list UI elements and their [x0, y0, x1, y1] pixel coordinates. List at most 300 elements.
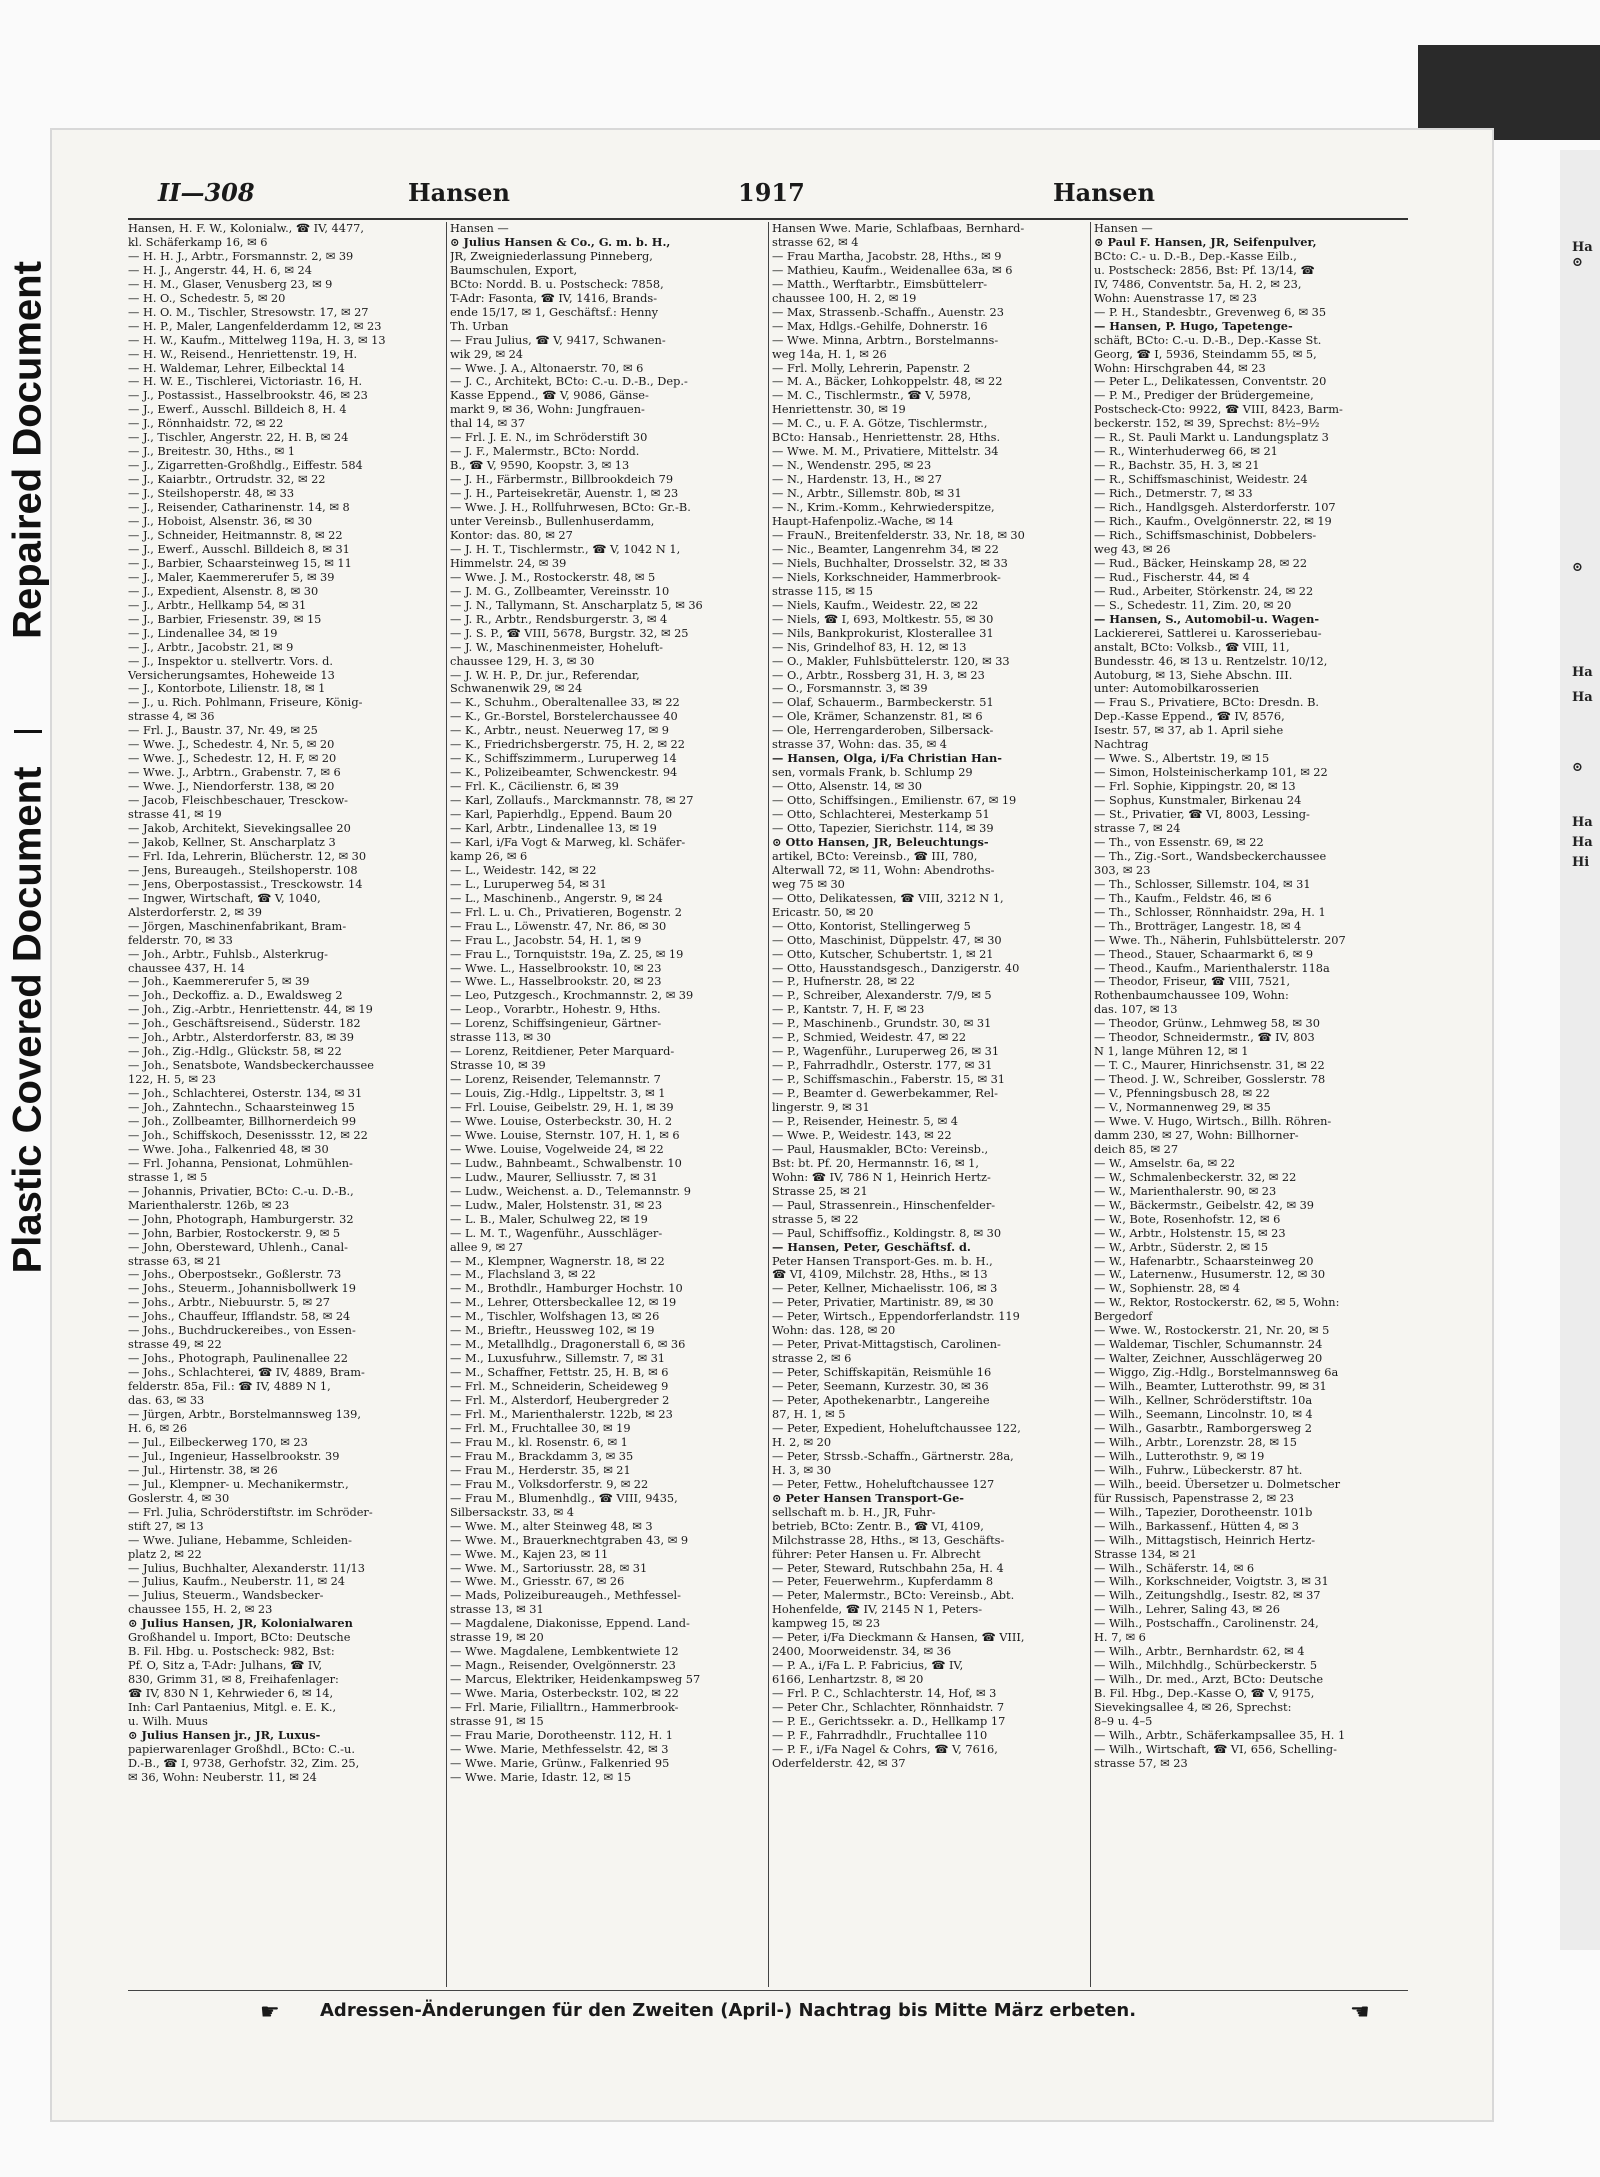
directory-entry-line: — H. P., Maler, Langenfelderdamm 12, ✉ 23 [128, 319, 382, 333]
page-number: II—308 [158, 178, 255, 207]
header-right-keyword: Hansen [1053, 178, 1155, 207]
directory-entry-line: — Karl, i/Fa Vogt & Marweg, kl. Schäfer- [450, 835, 686, 849]
directory-entry-line: — Johs., Oberpostsekr., Goßlerstr. 73 [128, 1268, 342, 1282]
directory-entry-line: — Joh., Zig.-Arbtr., Henriettenstr. 44, ✉ 19 [128, 1003, 373, 1017]
directory-entry-line: ☎ VI, 4109, Milchstr. 28, Hths., ✉ 13 [772, 1268, 988, 1282]
directory-entry-line: lingerstr. 9, ✉ 31 [772, 1101, 870, 1115]
directory-entry-line: — J. M. G., Zollbeamter, Vereinsstr. 10 [450, 584, 670, 598]
directory-entry-line: — Rich., Schiffsmaschinist, Dobbelers- [1094, 528, 1317, 542]
directory-entry-line: — J., Lindenallee 34, ✉ 19 [128, 626, 278, 640]
directory-entry-line: — Ole, Herrengarderoben, Silbersack- [772, 724, 994, 738]
directory-entry-line: — Wwe. Juliane, Hebamme, Schleiden- [128, 1533, 352, 1547]
directory-entry-line: Wohn: das. 128, ✉ 20 [772, 1324, 896, 1338]
directory-entry-line: ende 15/17, ✉ 1, Geschäftsf.: Henny [450, 305, 659, 319]
directory-entry-line: H. 3, ✉ 30 [772, 1463, 832, 1477]
directory-entry-line: — Niels, Kaufm., Weidestr. 22, ✉ 22 [772, 598, 979, 612]
directory-entry-line: strasse 49, ✉ 22 [128, 1338, 222, 1352]
directory-entry-line: Baumschulen, Export, [450, 263, 578, 277]
directory-entry-line: Versicherungsamtes, Hoheweide 13 [128, 668, 335, 682]
directory-entry-line: — J., Barbier, Schaarsteinweg 15, ✉ 11 [128, 556, 352, 570]
directory-entry-line: — Wilh., beeid. Übersetzer u. Dolmetscher [1094, 1477, 1341, 1491]
directory-entry-line: Dep.-Kasse Eppend., ☎ IV, 8576, [1094, 710, 1285, 724]
directory-entry-line: 6166, Lenhartzstr. 8, ✉ 20 [772, 1673, 924, 1687]
directory-entry-line: kl. Schäferkamp 16, ✉ 6 [128, 235, 268, 249]
directory-entry-line: — Frau Julius, ☎ V, 9417, Schwanen- [450, 333, 666, 347]
directory-entry-line: wik 29, ✉ 24 [450, 347, 524, 361]
directory-entry-line: — P. E., Gerichtssekr. a. D., Hellkamp 17 [772, 1714, 1006, 1728]
directory-entry-line: Georg, ☎ I, 5936, Steindamm 55, ✉ 5, [1094, 347, 1317, 361]
directory-entry-line: — Ludw., Maurer, Selliusstr. 7, ✉ 31 [450, 1170, 658, 1184]
directory-entry-line: Himmelstr. 24, ✉ 39 [450, 556, 567, 570]
directory-entry-line: — Frl. K., Cäcilienstr. 6, ✉ 39 [450, 780, 619, 794]
adjacent-page-mark: ⊙ [1572, 560, 1583, 575]
directory-entry-line: — Peter, Seemann, Kurzestr. 30, ✉ 36 [772, 1380, 989, 1394]
directory-entry-line: — Niels, Buchhalter, Drosselstr. 32, ✉ 33 [772, 556, 1008, 570]
directory-entry-line: — Jakob, Kellner, St. Anscharplatz 3 [128, 835, 336, 849]
directory-entry-line: — J. H., Färbermstr., Billbrookdeich 79 [450, 473, 674, 487]
directory-entry-line: — M., Flachsland 3, ✉ 22 [450, 1268, 596, 1282]
directory-entry-line: 8–9 u. 4–5 [1094, 1714, 1153, 1728]
directory-entry-line: — N., Arbtr., Sillemstr. 80b, ✉ 31 [772, 487, 962, 501]
directory-entry-line: strasse 115, ✉ 15 [772, 584, 873, 598]
directory-entry-line: B. Fil. Hbg. u. Postscheck: 982, Bst: [128, 1645, 335, 1659]
directory-entry-line: — Peter Chr., Schlachter, Rönnhaidstr. 7 [772, 1701, 1005, 1715]
directory-entry-line: — Wwe. J., Niendorferstr. 138, ✉ 20 [128, 780, 335, 794]
adjacent-page-mark: Ha [1572, 815, 1593, 830]
directory-entry-line: — M., Luxusfuhrw., Sillemstr. 7, ✉ 31 [450, 1352, 666, 1366]
directory-entry-line: strasse 2, ✉ 6 [772, 1352, 852, 1366]
directory-entry-line: — Lorenz, Reisender, Telemannstr. 7 [450, 1073, 661, 1087]
directory-entry-line: — H. Waldemar, Lehrer, Eilbecktal 14 [128, 361, 345, 375]
directory-entry-line: — Joh., Schlachterei, Osterstr. 134, ✉ 31 [128, 1087, 363, 1101]
directory-entry-line: Nachtrag [1094, 738, 1149, 752]
directory-entry-line: — Wwe. M., Sartoriusstr. 28, ✉ 31 [450, 1561, 648, 1575]
directory-entry-line: markt 9, ✉ 36, Wohn: Jungfrauen- [450, 403, 645, 417]
directory-entry-line: — H. J., Angerstr. 44, H. 6, ✉ 24 [128, 263, 312, 277]
directory-entry-line: — W., Bote, Rosenhofstr. 12, ✉ 6 [1094, 1212, 1281, 1226]
directory-entry-line: — J. F., Malermstr., BCto: Nordd. [450, 445, 640, 459]
directory-entry-line: — V., Normannenweg 29, ✉ 35 [1094, 1101, 1271, 1115]
directory-entry-line: — H. M., Glaser, Venusberg 23, ✉ 9 [128, 277, 333, 291]
directory-entry-line: Alsterdorferstr. 2, ✉ 39 [128, 905, 262, 919]
directory-entry-line: — Rud., Arbeiter, Störkenstr. 24, ✉ 22 [1094, 584, 1314, 598]
directory-entry-line: Rothenbaumchaussee 109, Wohn: [1094, 989, 1289, 1003]
directory-entry-line: — Wwe. Louise, Vogelweide 24, ✉ 22 [450, 1142, 664, 1156]
directory-entry-line: — Peter, Steward, Rutschbahn 25a, H. 4 [772, 1561, 1004, 1575]
directory-entry-line: — P., Hufnerstr. 28, ✉ 22 [772, 975, 915, 989]
footer-rule [128, 1990, 1408, 1991]
directory-entry-line: — Frau Marie, Dorotheenstr. 112, H. 1 [450, 1728, 673, 1742]
directory-entry-line: kamp 26, ✉ 6 [450, 849, 528, 863]
directory-entry-line: Schwanenwik 29, ✉ 24 [450, 682, 583, 696]
directory-entry-line: — Wwe. Marie, Idastr. 12, ✉ 15 [450, 1770, 632, 1784]
directory-entry-line: — Frl. Ida, Lehrerin, Blücherstr. 12, ✉ 30 [128, 849, 367, 863]
directory-entry-line: Bst: bt. Pf. 20, Hermannstr. 16, ✉ 1, [772, 1156, 979, 1170]
directory-entry-line: — Otto, Schiffsingen., Emilienstr. 67, ✉ 19 [772, 794, 1017, 808]
directory-entry-line: — Wwe. Louise, Osterbeckstr. 30, H. 2 [450, 1115, 673, 1128]
directory-entry-line: — Peter, Schiffskapitän, Reismühle 16 [772, 1366, 992, 1380]
directory-entry-line: u. Wilh. Muus [128, 1714, 208, 1728]
directory-entry-line: — M., Schaffner, Fettstr. 25, H. B, ✉ 6 [450, 1366, 669, 1380]
directory-entry-line: BCto: C.- u. D.-B., Dep.-Kasse Eilb., [1094, 249, 1297, 263]
directory-entry-line: — Wilh., Seemann, Lincolnstr. 10, ✉ 4 [1094, 1408, 1313, 1422]
directory-entry-line: — P., Reisender, Heinestr. 5, ✉ 4 [772, 1115, 958, 1128]
directory-entry-line: — Rich., Handlgsgeh. Alsterdorferstr. 107 [1094, 501, 1336, 515]
directory-entry-line: allee 9, ✉ 27 [450, 1240, 524, 1254]
directory-entry-line: — Wilh., Postschaffn., Carolinenstr. 24, [1094, 1617, 1319, 1631]
header-rule [128, 218, 1408, 220]
directory-entry-line: — Jacob, Fleischbeschauer, Tresckow- [128, 794, 348, 808]
directory-entry-line: — Otto, Tapezier, Sierichstr. 114, ✉ 39 [772, 821, 994, 835]
directory-entry-line: N 1, lange Mühren 12, ✉ 1 [1094, 1045, 1249, 1059]
adjacent-page-mark: Ha [1572, 690, 1593, 705]
directory-entry-line: — M., Metallhdlg., Dragonerstall 6, ✉ 36 [450, 1338, 686, 1352]
directory-entry-line: T-Adr: Fasonta, ☎ IV, 1416, Brands- [450, 291, 658, 305]
directory-entry-line: — J., Rönnhaidstr. 72, ✉ 22 [128, 417, 284, 431]
directory-entry-line: — Hansen, Peter, Geschäftsf. d. [772, 1240, 971, 1254]
directory-entry-line: — W., Bäckermstr., Geibelstr. 42, ✉ 39 [1094, 1198, 1314, 1212]
directory-entry-line: — O., Arbtr., Rossberg 31, H. 3, ✉ 23 [772, 668, 985, 682]
footer-notice: Adressen-Änderungen für den Zweiten (April-) Nachtrag bis Mitte März erbeten. [320, 2000, 1137, 2021]
directory-entry-line: — J., Postassist., Hasselbrookstr. 46, ✉ 23 [128, 389, 368, 403]
directory-entry-line: — Frl. Sophie, Kippingstr. 20, ✉ 13 [1094, 780, 1296, 794]
directory-entry-line: — Otto, Kontorist, Stellingerweg 5 [772, 919, 971, 933]
directory-entry-line: — Frl. Julia, Schröderstiftstr. im Schröder- [128, 1505, 373, 1519]
directory-entry-line: 87, H. 1, ✉ 5 [772, 1408, 846, 1422]
directory-entry-line: — Rud., Fischerstr. 44, ✉ 4 [1094, 570, 1250, 584]
directory-entry-line: — Wwe. W., Rostockerstr. 21, Nr. 20, ✉ 5 [1094, 1324, 1330, 1338]
directory-entry-line: — Wilh., Kellner, Schröderstiftstr. 10a [1094, 1394, 1313, 1408]
directory-entry-line: H. 7, ✉ 6 [1094, 1631, 1146, 1645]
directory-entry-line: — Th., Schlosser, Rönnhaidstr. 29a, H. 1 [1094, 905, 1326, 919]
directory-entry-line: schäft, BCto: C.-u. D.-B., Dep.-Kasse St. [1094, 333, 1322, 347]
directory-entry-line: — P., Maschinenb., Grundstr. 30, ✉ 31 [772, 1017, 992, 1031]
directory-entry-line: — M. A., Bäcker, Lohkoppelstr. 48, ✉ 22 [772, 375, 1003, 389]
directory-entry-line: — Johannis, Privatier, BCto: C.-u. D.-B., [128, 1184, 354, 1198]
directory-entry-line: — John, Obersteward, Uhlenh., Canal- [128, 1240, 348, 1254]
directory-entry-line: — Theodor, Friseur, ☎ VIII, 7521, [1094, 975, 1291, 989]
directory-entry-line: — Wwe. J., Schedestr. 12, H. F, ✉ 20 [128, 752, 337, 766]
directory-entry-line: — Wwe. J. A., Altonaerstr. 70, ✉ 6 [450, 361, 644, 375]
directory-entry-line: Bergedorf [1094, 1310, 1153, 1324]
directory-entry-line: Autoburg, ✉ 13, Siehe Abschn. III. [1094, 668, 1293, 682]
directory-entry-line: artikel, BCto: Vereinsb., ☎ III, 780, [772, 849, 978, 863]
directory-entry-line: — Peter, Privat-Mittagstisch, Carolinen- [772, 1338, 1001, 1352]
directory-entry-line: — M. C., Tischlermstr., ☎ V, 5978, [772, 389, 972, 403]
directory-entry-line: — Jul., Klempner- u. Mechanikermstr., [128, 1477, 349, 1491]
directory-entry-line: — Frau M., Blumenhdlg., ☎ VIII, 9435, [450, 1491, 678, 1505]
directory-entry-line: — J. W., Maschinenmeister, Hoheluft- [450, 640, 663, 654]
directory-entry-line: strasse 63, ✉ 21 [128, 1254, 222, 1268]
directory-entry-line: — Wilh., Korkschneider, Voigtstr. 3, ✉ 31 [1094, 1575, 1329, 1589]
directory-entry-line: — Jens, Bureaugeh., Steilshoperstr. 108 [128, 863, 358, 877]
directory-entry-line: — Peter, Expedient, Hoheluftchaussee 122, [772, 1421, 1021, 1435]
pointing-hand-icon: ☛ [260, 2000, 280, 2025]
directory-entry-line: — Otto, Delikatessen, ☎ VIII, 3212 N 1, [772, 891, 1004, 905]
directory-entry-line: 122, H. 5, ✉ 23 [128, 1073, 216, 1087]
directory-entry-line: — Wwe. P., Weidestr. 143, ✉ 22 [772, 1128, 952, 1142]
column-3 [772, 222, 1085, 1987]
directory-entry-line: Ericastr. 50, ✉ 20 [772, 905, 874, 919]
directory-entry-line: — Theodor, Grünw., Lehmweg 58, ✉ 30 [1094, 1017, 1320, 1031]
directory-entry-line: — W., Amselstr. 6a, ✉ 22 [1094, 1156, 1236, 1170]
directory-entry-line: — Ole, Krämer, Schanzenstr. 81, ✉ 6 [772, 710, 983, 724]
directory-entry-line: — Johs., Schlachterei, ☎ IV, 4889, Bram- [128, 1366, 365, 1380]
directory-entry-line: strasse 62, ✉ 4 [772, 235, 859, 249]
directory-entry-line: das. 63, ✉ 33 [128, 1394, 205, 1408]
directory-entry-line: Großhandel u. Import, BCto: Deutsche [128, 1631, 351, 1645]
directory-entry-line: — Peter, Apothekenarbtr., Langereihe [772, 1394, 990, 1408]
directory-entry-line: — J., Expedient, Alsenstr. 8, ✉ 30 [128, 584, 319, 598]
directory-entry-line: — Joh., Schiffskoch, Desenissstr. 12, ✉ 22 [128, 1128, 368, 1142]
directory-entry-line: — S., Schedestr. 11, Zim. 20, ✉ 20 [1094, 598, 1292, 612]
directory-entry-line: — Johs., Chauffeur, Ifflandstr. 58, ✉ 24 [128, 1310, 351, 1324]
directory-entry-line: Alterwall 72, ✉ 11, Wohn: Abendroths- [772, 863, 995, 877]
directory-entry-line: — P., Schiffsmaschin., Faberstr. 15, ✉ 31 [772, 1073, 1006, 1087]
directory-entry-line: — W., Arbtr., Holstenstr. 15, ✉ 23 [1094, 1226, 1286, 1240]
directory-entry-line: — Olaf, Schauerm., Barmbeckerstr. 51 [772, 696, 994, 710]
page-header [158, 178, 1403, 218]
directory-entry-line: — Frau M., Volksdorferstr. 9, ✉ 22 [450, 1477, 649, 1491]
directory-entry-line: — J. H., Parteisekretär, Auenstr. 1, ✉ 23 [450, 487, 679, 501]
directory-entry-line: ⊙ Julius Hansen & Co., G. m. b. H., [450, 235, 671, 249]
directory-entry-line: — J., Barbier, Friesenstr. 39, ✉ 15 [128, 612, 322, 626]
directory-entry-line: — Wilh., Schäferstr. 14, ✉ 6 [1094, 1561, 1255, 1575]
directory-entry-line: — L., Maschinenb., Angerstr. 9, ✉ 24 [450, 891, 663, 905]
directory-entry-line: Goslerstr. 4, ✉ 30 [128, 1491, 230, 1505]
directory-entry-line: ⊙ Julius Hansen, JR, Kolonialwaren [128, 1617, 353, 1631]
directory-entry-line: — Peter, Strssb.-Schaffn., Gärtnerstr. 28a, [772, 1449, 1014, 1463]
directory-entry-line: — Wwe. Maria, Osterbeckstr. 102, ✉ 22 [450, 1687, 679, 1701]
directory-entry-line: weg 43, ✉ 26 [1094, 542, 1171, 556]
directory-entry-line: — W., Hafenarbtr., Schaarsteinweg 20 [1094, 1254, 1314, 1268]
directory-entry-line: — Joh., Kaemmererufer 5, ✉ 39 [128, 975, 310, 989]
page-footer [260, 2000, 1380, 2030]
directory-entry-line: — Frl. M., Marienthalerstr. 122b, ✉ 23 [450, 1408, 673, 1422]
directory-entry-line: — H. W., Kaufm., Mittelweg 119a, H. 3, ✉ 13 [128, 333, 386, 347]
directory-entry-line: Milchstrasse 28, Hths., ✉ 13, Geschäfts- [772, 1533, 1005, 1547]
directory-entry-line: Haupt-Hafenpoliz.-Wache, ✉ 14 [772, 515, 954, 529]
column-divider [768, 222, 769, 1987]
directory-entry-line: — Frau M., kl. Rosenstr. 6, ✉ 1 [450, 1435, 628, 1449]
directory-entry-line: chaussee 100, H. 2, ✉ 19 [772, 291, 917, 305]
pointing-hand-icon: ☚ [1350, 2000, 1370, 2025]
directory-entry-line: strasse 13, ✉ 31 [450, 1603, 544, 1617]
directory-entry-line: — M., Klempner, Wagnerstr. 18, ✉ 22 [450, 1254, 665, 1268]
directory-entry-line: — P. F., i/Fa Nagel & Cohrs, ☎ V, 7616, [772, 1742, 998, 1756]
directory-entry-line: — M., Lehrer, Ottersbeckallee 12, ✉ 19 [450, 1296, 677, 1310]
directory-entry-line: — Frl. Louise, Geibelstr. 29, H. 1, ✉ 39 [450, 1101, 674, 1115]
directory-entry-line: — Johs., Photograph, Paulinenallee 22 [128, 1352, 348, 1366]
directory-entry-line: — Peter, Fettw., Hoheluftchaussee 127 [772, 1477, 995, 1491]
directory-entry-line: damm 230, ✉ 27, Wohn: Billhorner- [1094, 1128, 1299, 1142]
directory-entry-line: Wohn: Auenstrasse 17, ✉ 23 [1094, 291, 1257, 305]
directory-entry-line: Hohenfelde, ☎ IV, 2145 N 1, Peters- [772, 1603, 983, 1617]
directory-entry-line: — Wilh., Dr. med., Arzt, BCto: Deutsche [1094, 1673, 1324, 1687]
directory-entry-line: — Joh., Zahntechn., Schaarsteinweg 15 [128, 1101, 355, 1115]
directory-entry-line: Wohn: ☎ IV, 786 N 1, Heinrich Hertz- [772, 1170, 991, 1184]
directory-entry-line: führer: Peter Hansen u. Fr. Albrecht [772, 1547, 981, 1561]
directory-entry-line: — Wilh., Mittagstisch, Heinrich Hertz- [1094, 1533, 1316, 1547]
directory-entry-line: stift 27, ✉ 13 [128, 1519, 204, 1533]
directory-entry-line: — Ludw., Weichenst. a. D., Telemannstr. 9 [450, 1184, 691, 1198]
directory-entry-line: — Mathieu, Kaufm., Weidenallee 63a, ✉ 6 [772, 263, 1013, 277]
directory-entry-line: — Wwe. J. M., Rostockerstr. 48, ✉ 5 [450, 570, 656, 584]
directory-entry-line: — John, Photograph, Hamburgerstr. 32 [128, 1212, 354, 1226]
directory-entry-line: — Joh., Zig.-Hdlg., Glückstr. 58, ✉ 22 [128, 1045, 342, 1059]
directory-entry-line: — Jul., Eilbeckerweg 170, ✉ 23 [128, 1435, 308, 1449]
directory-entry-line: — J., u. Rich. Pohlmann, Friseure, König- [128, 696, 363, 710]
directory-entry-line: — P. M., Prediger der Brüdergemeine, [1094, 389, 1314, 403]
directory-entry-line: — Frau L., Löwenstr. 47, Nr. 86, ✉ 30 [450, 919, 667, 933]
directory-entry-line: — K., Schuhm., Oberaltenallee 33, ✉ 22 [450, 696, 680, 710]
side-label-divider [14, 730, 42, 733]
directory-entry-line: thal 14, ✉ 37 [450, 417, 526, 431]
directory-entry-line: — J., Breitestr. 30, Hths., ✉ 1 [128, 445, 295, 459]
directory-entry-line: — Wilh., Lutterothstr. 9, ✉ 19 [1094, 1449, 1265, 1463]
directory-entry-line: Henriettenstr. 30, ✉ 19 [772, 403, 906, 417]
directory-entry-line: — Johs., Buchdruckereibes., von Essen- [128, 1324, 356, 1338]
adjacent-page-mark: Hi [1572, 855, 1590, 870]
directory-entry-line: Hansen, H. F. W., Kolonialw., ☎ IV, 4477, [128, 222, 364, 235]
directory-entry-line: — J., Tischler, Angerstr. 22, H. B, ✉ 24 [128, 431, 349, 445]
directory-entry-line: — Julius, Kaufm., Neuberstr. 11, ✉ 24 [128, 1575, 346, 1589]
directory-entry-line: — J., Zigarretten-Großhdlg., Eiffestr. 584 [128, 459, 363, 473]
directory-entry-line: — Wiggo, Zig.-Hdlg., Borstelmannsweg 6a [1094, 1366, 1339, 1380]
directory-entry-line: — P. F., Fahrradhdlr., Fruchtallee 110 [772, 1728, 988, 1742]
directory-entry-line: — Ingwer, Wirtschaft, ☎ V, 1040, [128, 891, 321, 905]
directory-entry-line: — Wwe. Minna, Arbtrn., Borstelmanns- [772, 333, 999, 347]
directory-entry-line: — P., Schmied, Weidestr. 47, ✉ 22 [772, 1031, 967, 1045]
directory-entry-line: — Joh., Arbtr., Fuhlsb., Alsterkrug- [128, 947, 328, 961]
directory-entry-line: — Johs., Arbtr., Niebuurstr. 5, ✉ 27 [128, 1296, 331, 1310]
directory-entry-line: — Peter, i/Fa Dieckmann & Hansen, ☎ VIII, [772, 1631, 1025, 1645]
directory-entry-line: Peter Hansen Transport-Ges. m. b. H., [772, 1254, 993, 1268]
directory-entry-line: Th. Urban [450, 319, 509, 333]
directory-entry-line: — Julius, Buchhalter, Alexanderstr. 11/13 [128, 1561, 365, 1575]
directory-entry-line: — N., Krim.-Komm., Kehrwiederspitze, [772, 501, 995, 515]
repaired-document-label: Repaired Document [5, 261, 50, 639]
directory-entry-line: — Otto, Schlachterei, Mesterkamp 51 [772, 808, 990, 822]
directory-entry-line: — L. M. T., Wagenführ., Ausschläger- [450, 1226, 663, 1240]
directory-entry-line: — Wilh., Milchhdlg., Schürbeckerstr. 5 [1094, 1659, 1318, 1673]
directory-entry-line: — Max, Strassenb.-Schaffn., Auenstr. 23 [772, 305, 1004, 319]
directory-entry-line: — W., Rektor, Rostockerstr. 62, ✉ 5, Wohn: [1094, 1296, 1340, 1310]
directory-entry-line: — Hansen, P. Hugo, Tapetenge- [1094, 319, 1293, 333]
directory-entry-line: — Karl, Zollaufs., Marckmannstr. 78, ✉ 27 [450, 794, 694, 808]
directory-entry-line: — Frl. J. E. N., im Schröderstift 30 [450, 431, 648, 445]
directory-entry-line: — Theod., Stauer, Schaarmarkt 6, ✉ 9 [1094, 947, 1314, 961]
directory-entry-line: — Frl. P. C., Schlachterstr. 14, Hof, ✉ 3 [772, 1687, 997, 1701]
directory-entry-line: strasse 4, ✉ 36 [128, 710, 215, 724]
directory-entry-line: — J., Kontorbote, Lilienstr. 18, ✉ 1 [128, 682, 326, 696]
directory-entry-line: ⊙ Paul F. Hansen, JR, Seifenpulver, [1094, 235, 1317, 249]
directory-entry-line: — Ludw., Bahnbeamt., Schwalbenstr. 10 [450, 1156, 682, 1170]
directory-entry-line: ⊙ Otto Hansen, JR, Beleuchtungs- [772, 835, 989, 849]
directory-entry-line: — P., Kantstr. 7, H. F, ✉ 23 [772, 1003, 925, 1017]
directory-entry-line: für Russisch, Papenstrasse 2, ✉ 23 [1094, 1491, 1295, 1505]
directory-entry-line: — Jürgen, Arbtr., Borstelmannsweg 139, [128, 1408, 361, 1422]
directory-entry-line: — Lorenz, Reitdiener, Peter Marquard- [450, 1045, 675, 1059]
directory-entry-line: Sievekingsallee 4, ✉ 26, Sprechst: [1094, 1701, 1292, 1715]
directory-entry-line: — Rud., Bäcker, Heinskamp 28, ✉ 22 [1094, 556, 1308, 570]
directory-entry-line: — R., St. Pauli Markt u. Landungsplatz 3 [1094, 431, 1329, 445]
directory-entry-line: strasse 5, ✉ 22 [772, 1212, 859, 1226]
directory-entry-line: H. 2, ✉ 20 [772, 1435, 832, 1449]
column-divider [446, 222, 447, 1987]
adjacent-page-mark: Ha [1572, 665, 1593, 680]
directory-entry-line: strasse 113, ✉ 30 [450, 1031, 551, 1045]
directory-entry-line: — Wilh., Fuhrw., Lübeckerstr. 87 ht. [1094, 1463, 1303, 1477]
directory-entry-line: — Lorenz, Schiffsingenieur, Gärtner- [450, 1017, 662, 1031]
directory-entry-line: strasse 57, ✉ 23 [1094, 1756, 1188, 1770]
directory-entry-line: — Wwe. J. H., Rollfuhrwesen, BCto: Gr.-B. [450, 501, 691, 515]
header-year: 1917 [738, 178, 805, 207]
directory-entry-line: strasse 37, Wohn: das. 35, ✉ 4 [772, 738, 947, 752]
directory-entry-line: — Frl. M., Alsterdorf, Heubergreder 2 [450, 1394, 670, 1408]
scanner-edge-shadow [1418, 45, 1600, 140]
directory-entry-line: — Frl. M., Fruchtallee 30, ✉ 19 [450, 1421, 631, 1435]
directory-entry-line: — Simon, Holsteinischerkamp 101, ✉ 22 [1094, 766, 1328, 780]
directory-entry-line: betrieb, BCto: Zentr. B., ☎ VI, 4109, [772, 1519, 984, 1533]
directory-entry-line: — Th., Schlosser, Sillemstr. 104, ✉ 31 [1094, 877, 1311, 891]
directory-entry-line: — Paul, Hausmakler, BCto: Vereinsb., [772, 1142, 989, 1156]
adjacent-page-mark: ⊙ [1572, 760, 1583, 775]
directory-entry-line: — M. C., u. F. A. Götze, Tischlermstr., [772, 417, 988, 431]
directory-entry-line: — Wilh., Arbtr., Schäferkampsallee 35, H. 1 [1094, 1728, 1346, 1742]
directory-entry-line: strasse 91, ✉ 15 [450, 1714, 544, 1728]
directory-entry-line: Inh: Carl Pantaenius, Mitgl. e. E. K., [128, 1701, 337, 1715]
directory-entry-line: — R., Bachstr. 35, H. 3, ✉ 21 [1094, 459, 1260, 473]
directory-entry-line: — H. O., Schedestr. 5, ✉ 20 [128, 291, 286, 305]
directory-entry-line: — Joh., Senatsbote, Wandsbeckerchaussee [128, 1059, 374, 1073]
directory-entry-line: Strasse 25, ✉ 21 [772, 1184, 868, 1198]
directory-entry-line: ✉ 36, Wohn: Neuberstr. 11, ✉ 24 [128, 1770, 317, 1784]
directory-entry-line: — J. H. T., Tischlermstr., ☎ V, 1042 N 1, [450, 542, 681, 556]
directory-entry-line: — J., Kaiarbtr., Ortrudstr. 32, ✉ 22 [128, 473, 326, 487]
directory-entry-line: — H. W., Reisend., Henriettenstr. 19, H. [128, 347, 358, 361]
directory-entry-line: — Louis, Zig.-Hdlg., Lippeltstr. 3, ✉ 1 [450, 1087, 666, 1101]
directory-entry-line: — H. W. E., Tischlerei, Victoriastr. 16, H. [128, 375, 363, 389]
directory-entry-line: — Frau L., Jacobstr. 54, H. 1, ✉ 9 [450, 933, 642, 947]
directory-entry-line: — W., Sophienstr. 28, ✉ 4 [1094, 1282, 1240, 1296]
directory-entry-line: — Joh., Zollbeamter, Billhornerdeich 99 [128, 1115, 357, 1128]
directory-entry-line: Bundesstr. 46, ✉ 13 u. Rentzelstr. 10/12, [1094, 654, 1328, 668]
directory-entry-line: beckerstr. 152, ✉ 39, Sprechst: 8½–9½ [1094, 417, 1320, 431]
directory-entry-line: u. Postscheck: 2856, Bst: Pf. 13/14, ☎ [1094, 263, 1315, 277]
directory-entry-line: — Marcus, Elektriker, Heidenkampsweg 57 [450, 1673, 701, 1687]
directory-entry-line: B., ☎ V, 9590, Koopstr. 3, ✉ 13 [450, 459, 630, 473]
directory-entry-line: — Theod. J. W., Schreiber, Gosslerstr. 78 [1094, 1073, 1326, 1087]
directory-entry-line: — Wilh., Zeitungshdlg., Isestr. 82, ✉ 37 [1094, 1589, 1321, 1603]
directory-entry-line: das. 107, ✉ 13 [1094, 1003, 1178, 1017]
directory-entry-line: deich 85, ✉ 27 [1094, 1142, 1179, 1156]
directory-entry-line: H. 6, ✉ 26 [128, 1421, 188, 1435]
directory-entry-line: — Paul, Schiffsoffiz., Koldingstr. 8, ✉ 30 [772, 1226, 1002, 1240]
directory-entry-line: — Jens, Oberpostassist., Tresckowstr. 14 [128, 877, 363, 891]
directory-entry-line: — Karl, Papierhdlg., Eppend. Baum 20 [450, 808, 673, 822]
directory-entry-line: — Julius, Steuerm., Wandsbecker- [128, 1589, 324, 1603]
directory-entry-line: — Joh., Deckoffiz. a. D., Ewaldsweg 2 [128, 989, 343, 1003]
directory-entry-line: — Max, Hdlgs.-Gehilfe, Dohnerstr. 16 [772, 319, 988, 333]
directory-entry-line: — Wwe. M., alter Steinweg 48, ✉ 3 [450, 1519, 653, 1533]
directory-entry-line: — Wilh., Gasarbtr., Ramborgersweg 2 [1094, 1421, 1312, 1435]
directory-entry-line: — J., Arbtr., Jacobstr. 21, ✉ 9 [128, 640, 294, 654]
directory-entry-line: — K., Gr.-Borstel, Borstelerchaussee 40 [450, 710, 678, 724]
directory-entry-line: — Frau S., Privatiere, BCto: Dresdn. B. [1094, 696, 1320, 710]
directory-entry-line: — J. R., Arbtr., Rendsburgerstr. 3, ✉ 4 [450, 612, 668, 626]
directory-entry-line: Hansen Wwe. Marie, Schlafbaas, Bernhard- [772, 222, 1025, 235]
